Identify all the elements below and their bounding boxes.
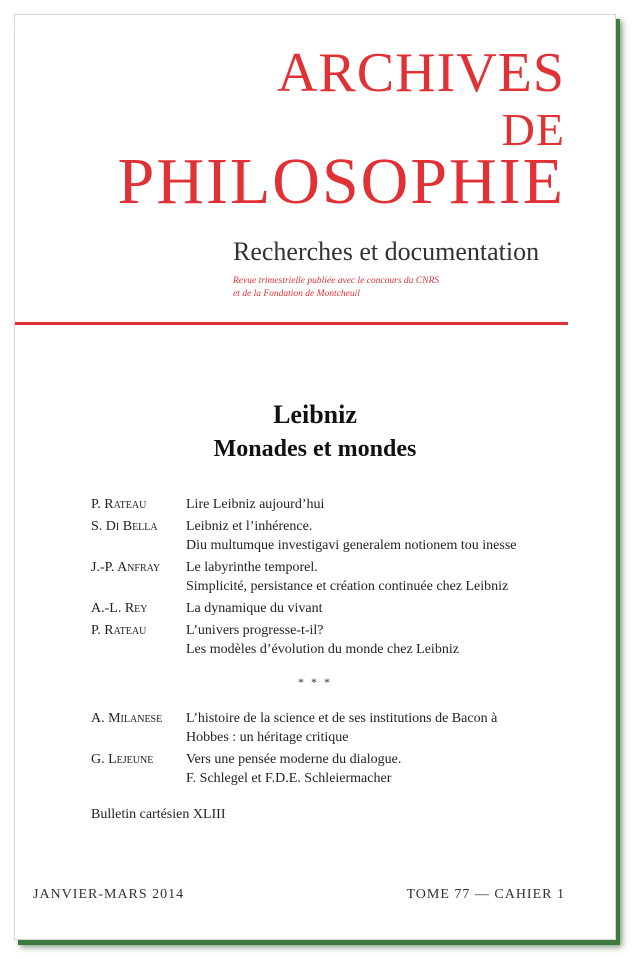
bulletin-title: Bulletin cartésien XLIII bbox=[91, 807, 226, 822]
toc-author: A.-L. Rey bbox=[91, 601, 148, 616]
toc-article-line: Vers une pensée moderne du dialogue. bbox=[186, 752, 402, 767]
journal-title-archives: ARCHIVES bbox=[276, 42, 565, 104]
toc-article bbox=[186, 517, 571, 555]
toc-article-line: Lire Leibniz aujourd’hui bbox=[186, 497, 325, 512]
issue-volume: TOME 77 — CAHIER 1 bbox=[406, 887, 565, 902]
toc-entry bbox=[91, 709, 571, 747]
journal-cover bbox=[14, 14, 616, 940]
toc-article-line: Leibniz et l’inhérence. bbox=[186, 519, 313, 534]
toc-article bbox=[186, 599, 571, 618]
tagline-line: et de la Fondation de Montcheuil bbox=[233, 289, 360, 299]
table-of-contents-secondary bbox=[91, 709, 571, 791]
toc-author: A. Milanese bbox=[91, 711, 163, 726]
red-divider bbox=[15, 322, 568, 325]
toc-article-line: Le labyrinthe temporel. bbox=[186, 560, 318, 575]
section-separator: * * * bbox=[298, 675, 332, 689]
toc-article-line: Hobbes : un héritage critique bbox=[186, 730, 349, 745]
toc-author: G. Lejeune bbox=[91, 752, 154, 767]
table-of-contents bbox=[91, 495, 571, 662]
toc-author: J.-P. Anfray bbox=[91, 560, 161, 575]
toc-author: P. Rateau bbox=[91, 497, 147, 512]
toc-entry bbox=[91, 599, 571, 618]
toc-entry bbox=[91, 750, 571, 788]
issue-subtitle: Monades et mondes bbox=[213, 436, 417, 462]
toc-article-line: L’histoire de la science et de ses institutions de Bacon à bbox=[186, 711, 498, 726]
toc-author: S. Di Bella bbox=[91, 519, 158, 534]
toc-article-line: Les modèles d’évolution du monde chez Leibniz bbox=[186, 642, 459, 657]
issue-title: Leibniz bbox=[273, 400, 357, 429]
toc-entry bbox=[91, 558, 571, 596]
journal-subtitle: Recherches et documentation bbox=[233, 237, 540, 266]
toc-article bbox=[186, 750, 571, 788]
toc-article bbox=[186, 495, 571, 514]
toc-entry bbox=[91, 495, 571, 514]
toc-article-line: L’univers progresse-t-il? bbox=[186, 623, 324, 638]
toc-article-line: F. Schlegel et F.D.E. Schleiermacher bbox=[186, 771, 392, 786]
toc-article bbox=[186, 621, 571, 659]
toc-entry bbox=[91, 621, 571, 659]
tagline-line: Revue trimestrielle publiée avec le concours du CNRS bbox=[233, 276, 440, 286]
journal-title-de: DE bbox=[501, 104, 565, 155]
toc-article-line: Simplicité, persistance et création continuée chez Leibniz bbox=[186, 579, 509, 594]
journal-tagline bbox=[233, 275, 439, 301]
toc-article-line: La dynamique du vivant bbox=[186, 601, 323, 616]
toc-article bbox=[186, 709, 571, 747]
issue-date: JANVIER-MARS 2014 bbox=[33, 887, 185, 902]
toc-article bbox=[186, 558, 571, 596]
toc-article-line: Diu multumque investigavi generalem notionem tou inesse bbox=[186, 538, 517, 553]
journal-title-philosophie: PHILOSOPHIE bbox=[117, 145, 565, 218]
toc-entry bbox=[91, 517, 571, 555]
toc-author: P. Rateau bbox=[91, 623, 147, 638]
